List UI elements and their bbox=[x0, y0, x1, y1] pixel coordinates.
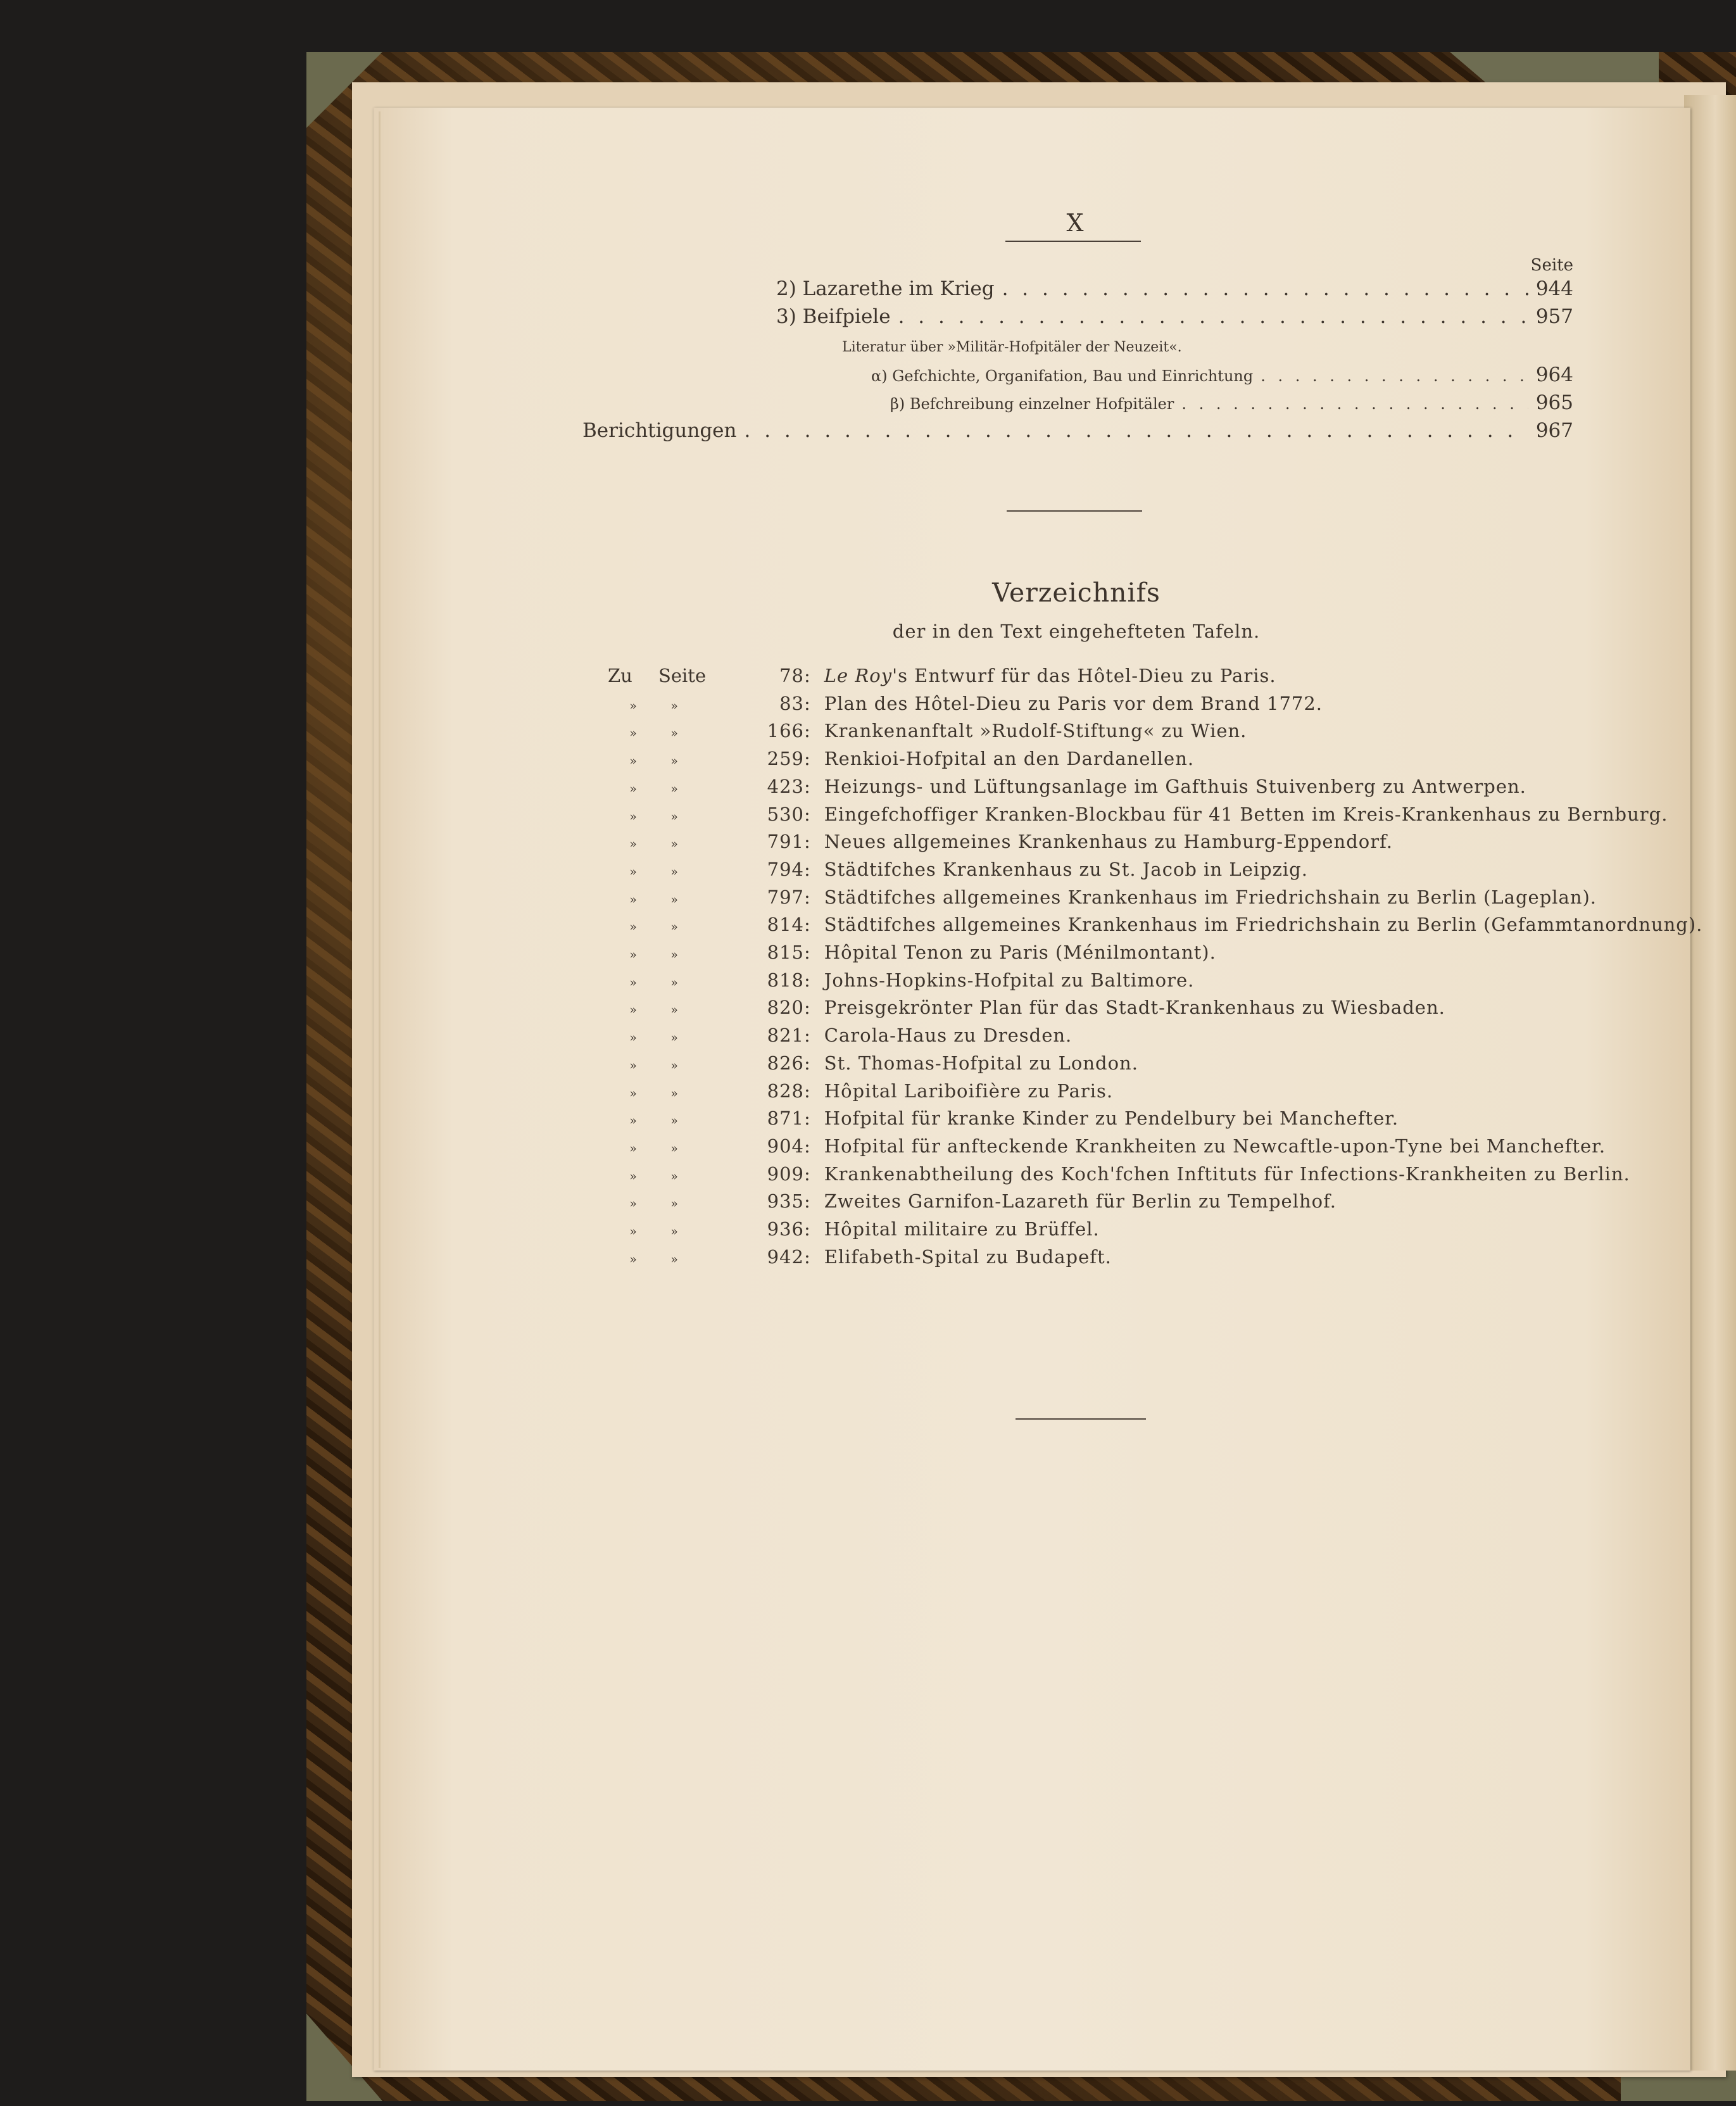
ditto-mark: » bbox=[670, 698, 678, 713]
leader-dots bbox=[1181, 395, 1528, 413]
colon-separator: : bbox=[804, 997, 810, 1019]
ditto-mark: » bbox=[670, 1225, 678, 1239]
ditto-mark: » bbox=[670, 1252, 678, 1266]
toc-entry bbox=[582, 419, 1573, 447]
ditto-mark: » bbox=[629, 726, 637, 741]
page-number: X bbox=[1066, 209, 1084, 237]
plate-description: Heizungs- und Lüftungsanlage im Gafthuis Stuivenberg zu Antwerpen. bbox=[824, 775, 1526, 797]
plate-entry bbox=[608, 1163, 1630, 1191]
ditto-mark: » bbox=[670, 781, 678, 796]
plate-page: 83 bbox=[779, 692, 804, 714]
plate-entry bbox=[608, 1080, 1113, 1108]
plate-entry bbox=[608, 1190, 1337, 1218]
plate-description: Carola-Haus zu Dresden. bbox=[824, 1025, 1072, 1047]
plate-page: 904 bbox=[767, 1135, 804, 1157]
ditto-mark: » bbox=[670, 1031, 678, 1045]
ditto-mark: » bbox=[629, 975, 637, 990]
ditto-mark: » bbox=[629, 781, 637, 796]
plate-page: 423 bbox=[767, 775, 804, 797]
plate-description: Elifabeth-Spital zu Budapeft. bbox=[824, 1245, 1112, 1268]
ditto-mark: » bbox=[629, 1058, 637, 1073]
plate-description: Zweites Garnifon-Lazareth für Berlin zu Tempelhof. bbox=[824, 1190, 1337, 1213]
plate-page: 820 bbox=[767, 997, 804, 1019]
leader-dots bbox=[898, 305, 1528, 328]
colon-separator: : bbox=[804, 886, 810, 908]
ditto-mark: » bbox=[629, 1003, 637, 1018]
ditto-mark: » bbox=[670, 920, 678, 935]
toc-entry-label: β) Befchreibung einzelner Hofpitäler bbox=[890, 395, 1174, 413]
toc-entry bbox=[776, 305, 1573, 333]
plate-entry bbox=[608, 831, 1393, 859]
colon-separator: : bbox=[804, 914, 810, 936]
ditto-mark: » bbox=[629, 1031, 637, 1045]
toc-entry-page: 967 bbox=[1535, 419, 1573, 442]
header-rule bbox=[1005, 241, 1141, 242]
ditto-mark: » bbox=[670, 1114, 678, 1128]
colon-separator: : bbox=[804, 1218, 810, 1240]
colon-separator: : bbox=[804, 803, 810, 825]
plate-description: Krankenanftalt »Rudolf-Stiftung« zu Wien. bbox=[824, 720, 1247, 742]
plate-description: Hôpital militaire zu Brüffel. bbox=[824, 1218, 1100, 1240]
ditto-mark: » bbox=[629, 1169, 637, 1183]
ditto-mark: » bbox=[629, 920, 637, 935]
toc-entry bbox=[776, 277, 1573, 305]
plate-description: Hofpital für anfteckende Krankheiten zu Newcaftle-upon-Tyne bei Manchefter. bbox=[824, 1135, 1606, 1157]
plate-page: 871 bbox=[767, 1107, 804, 1130]
plate-page: 909 bbox=[767, 1163, 804, 1185]
plate-description: St. Thomas-Hofpital zu London. bbox=[824, 1052, 1138, 1074]
ditto-mark: » bbox=[670, 809, 678, 824]
toc-entry-label: Berichtigungen bbox=[582, 419, 737, 442]
colon-separator: : bbox=[804, 1135, 810, 1157]
leader-dots bbox=[1261, 367, 1528, 385]
plate-description: Le Roy's Entwurf für das Hôtel-Dieu zu Paris. bbox=[824, 665, 1276, 686]
colon-separator: : bbox=[804, 775, 810, 797]
ditto-mark: » bbox=[629, 864, 637, 879]
plate-entry bbox=[608, 776, 1526, 804]
plate-page: 814 bbox=[767, 914, 804, 936]
ditto-mark: » bbox=[670, 1197, 678, 1211]
ditto-mark: » bbox=[629, 1225, 637, 1239]
colon-separator: : bbox=[804, 1025, 810, 1047]
ditto-mark: » bbox=[629, 698, 637, 713]
plate-page: 942 bbox=[767, 1245, 804, 1268]
plate-prefix: Zu bbox=[608, 665, 632, 686]
plate-entry bbox=[608, 665, 1276, 693]
colon-separator: : bbox=[804, 1190, 810, 1213]
plate-page: 818 bbox=[767, 969, 804, 991]
colon-separator: : bbox=[804, 1163, 810, 1185]
plate-prefix: Seite bbox=[658, 665, 707, 686]
plate-page: 826 bbox=[767, 1052, 804, 1074]
ditto-mark: » bbox=[629, 1252, 637, 1266]
toc-entry-label: α) Gefchichte, Organifation, Bau und Einrichtung bbox=[871, 367, 1254, 385]
colon-separator: : bbox=[804, 1052, 810, 1074]
ditto-mark: » bbox=[670, 1141, 678, 1156]
plate-entry bbox=[608, 1218, 1100, 1246]
plate-entry bbox=[608, 1246, 1112, 1274]
ditto-mark: » bbox=[629, 948, 637, 962]
plate-entry bbox=[608, 942, 1216, 969]
ditto-mark: » bbox=[670, 892, 678, 907]
plate-entry bbox=[608, 693, 1323, 721]
leader-dots bbox=[1002, 277, 1528, 300]
colon-separator: : bbox=[804, 665, 810, 686]
ditto-mark: » bbox=[629, 1114, 637, 1128]
plate-entry bbox=[608, 859, 1308, 886]
toc-entry-page: 957 bbox=[1535, 305, 1573, 328]
plate-page: 936 bbox=[767, 1218, 804, 1240]
toc-entry-page: 965 bbox=[1535, 391, 1573, 414]
ditto-mark: » bbox=[629, 1197, 637, 1211]
plate-entry bbox=[608, 886, 1597, 914]
plate-entry bbox=[608, 804, 1668, 831]
plate-entry bbox=[608, 1107, 1399, 1135]
plate-description: Neues allgemeines Krankenhaus zu Hamburg-Eppendorf. bbox=[824, 831, 1393, 853]
plate-description: Krankenabtheilung des Koch'fchen Inftituts für Infections-Krankheiten zu Berlin. bbox=[824, 1163, 1630, 1185]
plate-description: Hôpital Tenon zu Paris (Ménilmontant). bbox=[824, 942, 1216, 963]
toc-column-header: Seite bbox=[1530, 256, 1573, 275]
plate-page: 259 bbox=[767, 748, 804, 770]
ditto-mark: » bbox=[670, 1086, 678, 1100]
toc-entry-page: 964 bbox=[1535, 363, 1573, 386]
toc-entry-label: 2) Lazarethe im Krieg bbox=[776, 277, 995, 300]
plate-page: 794 bbox=[767, 858, 804, 880]
plate-entry bbox=[608, 969, 1194, 997]
plate-entry bbox=[608, 1135, 1606, 1163]
plate-page: 821 bbox=[767, 1025, 804, 1047]
plate-entry bbox=[608, 720, 1247, 748]
plate-description: Johns-Hopkins-Hofpital zu Baltimore. bbox=[824, 969, 1195, 991]
colon-separator: : bbox=[804, 692, 810, 714]
plate-page: 797 bbox=[767, 886, 804, 908]
plate-description: Hofpital für kranke Kinder zu Pendelbury bei Manchefter. bbox=[824, 1107, 1399, 1130]
colon-separator: : bbox=[804, 858, 810, 880]
plate-description: Städtifches allgemeines Krankenhaus im Friedrichshain zu Berlin (Lageplan). bbox=[824, 886, 1597, 908]
ditto-mark: » bbox=[629, 892, 637, 907]
plate-entry bbox=[608, 748, 1194, 776]
plate-description: Hôpital Lariboifière zu Paris. bbox=[824, 1080, 1114, 1102]
ditto-mark: » bbox=[670, 975, 678, 990]
colon-separator: : bbox=[804, 831, 810, 853]
section-rule bbox=[1007, 510, 1142, 512]
colon-separator: : bbox=[804, 1245, 810, 1268]
plate-page: 791 bbox=[767, 831, 804, 853]
colon-separator: : bbox=[804, 969, 810, 991]
plate-description: Renkioi-Hofpital an den Dardanellen. bbox=[824, 748, 1195, 770]
ditto-mark: » bbox=[670, 864, 678, 879]
plate-page: 166 bbox=[767, 720, 804, 742]
colon-separator: : bbox=[804, 1107, 810, 1130]
colon-separator: : bbox=[804, 720, 810, 742]
plate-page: 78 bbox=[779, 665, 804, 686]
plate-page: 935 bbox=[767, 1190, 804, 1213]
plate-entry bbox=[608, 914, 1702, 942]
ditto-mark: » bbox=[629, 809, 637, 824]
toc-entry-label: 3) Beifpiele bbox=[776, 305, 891, 328]
ditto-mark: » bbox=[670, 1003, 678, 1018]
ditto-mark: » bbox=[629, 837, 637, 852]
ditto-mark: » bbox=[629, 754, 637, 769]
plate-page: 815 bbox=[767, 942, 804, 963]
plate-description: Eingefchoffiger Kranken-Blockbau für 41 Betten im Kreis-Krankenhaus zu Bernburg. bbox=[824, 803, 1668, 825]
plate-description: Städtifches Krankenhaus zu St. Jacob in Leipzig. bbox=[824, 858, 1308, 880]
plate-page: 828 bbox=[767, 1080, 804, 1102]
ditto-mark: » bbox=[629, 1141, 637, 1156]
toc-entry bbox=[890, 391, 1573, 415]
plate-page: 530 bbox=[767, 803, 804, 825]
plates-title: Verzeichnifs bbox=[992, 577, 1160, 608]
literature-note: Literatur über »Militär-Hofpitäler der Neuzeit«. bbox=[842, 339, 1182, 355]
toc-entry-page: 944 bbox=[1535, 277, 1573, 300]
ditto-mark: » bbox=[670, 754, 678, 769]
ditto-mark: » bbox=[670, 1058, 678, 1073]
plate-description: Preisgekrönter Plan für das Stadt-Krankenhaus zu Wiesbaden. bbox=[824, 997, 1445, 1019]
colon-separator: : bbox=[804, 748, 810, 770]
plate-entry bbox=[608, 1025, 1072, 1052]
leader-dots bbox=[745, 419, 1528, 442]
plate-entry bbox=[608, 1052, 1138, 1080]
footer-rule bbox=[1016, 1418, 1146, 1420]
plate-description: Plan des Hôtel-Dieu zu Paris vor dem Brand 1772. bbox=[824, 692, 1323, 714]
colon-separator: : bbox=[804, 942, 810, 963]
ditto-mark: » bbox=[629, 1086, 637, 1100]
ditto-mark: » bbox=[670, 726, 678, 741]
toc-entry bbox=[871, 363, 1573, 388]
plate-description: Städtifches allgemeines Krankenhaus im Friedrichshain zu Berlin (Gefammtanordnung). bbox=[824, 914, 1703, 936]
plate-entry bbox=[608, 997, 1445, 1025]
ditto-mark: » bbox=[670, 1169, 678, 1183]
ditto-mark: » bbox=[670, 837, 678, 852]
ditto-mark: » bbox=[670, 948, 678, 962]
colon-separator: : bbox=[804, 1080, 810, 1102]
plates-subtitle: der in den Text eingehefteten Tafeln. bbox=[892, 621, 1261, 642]
